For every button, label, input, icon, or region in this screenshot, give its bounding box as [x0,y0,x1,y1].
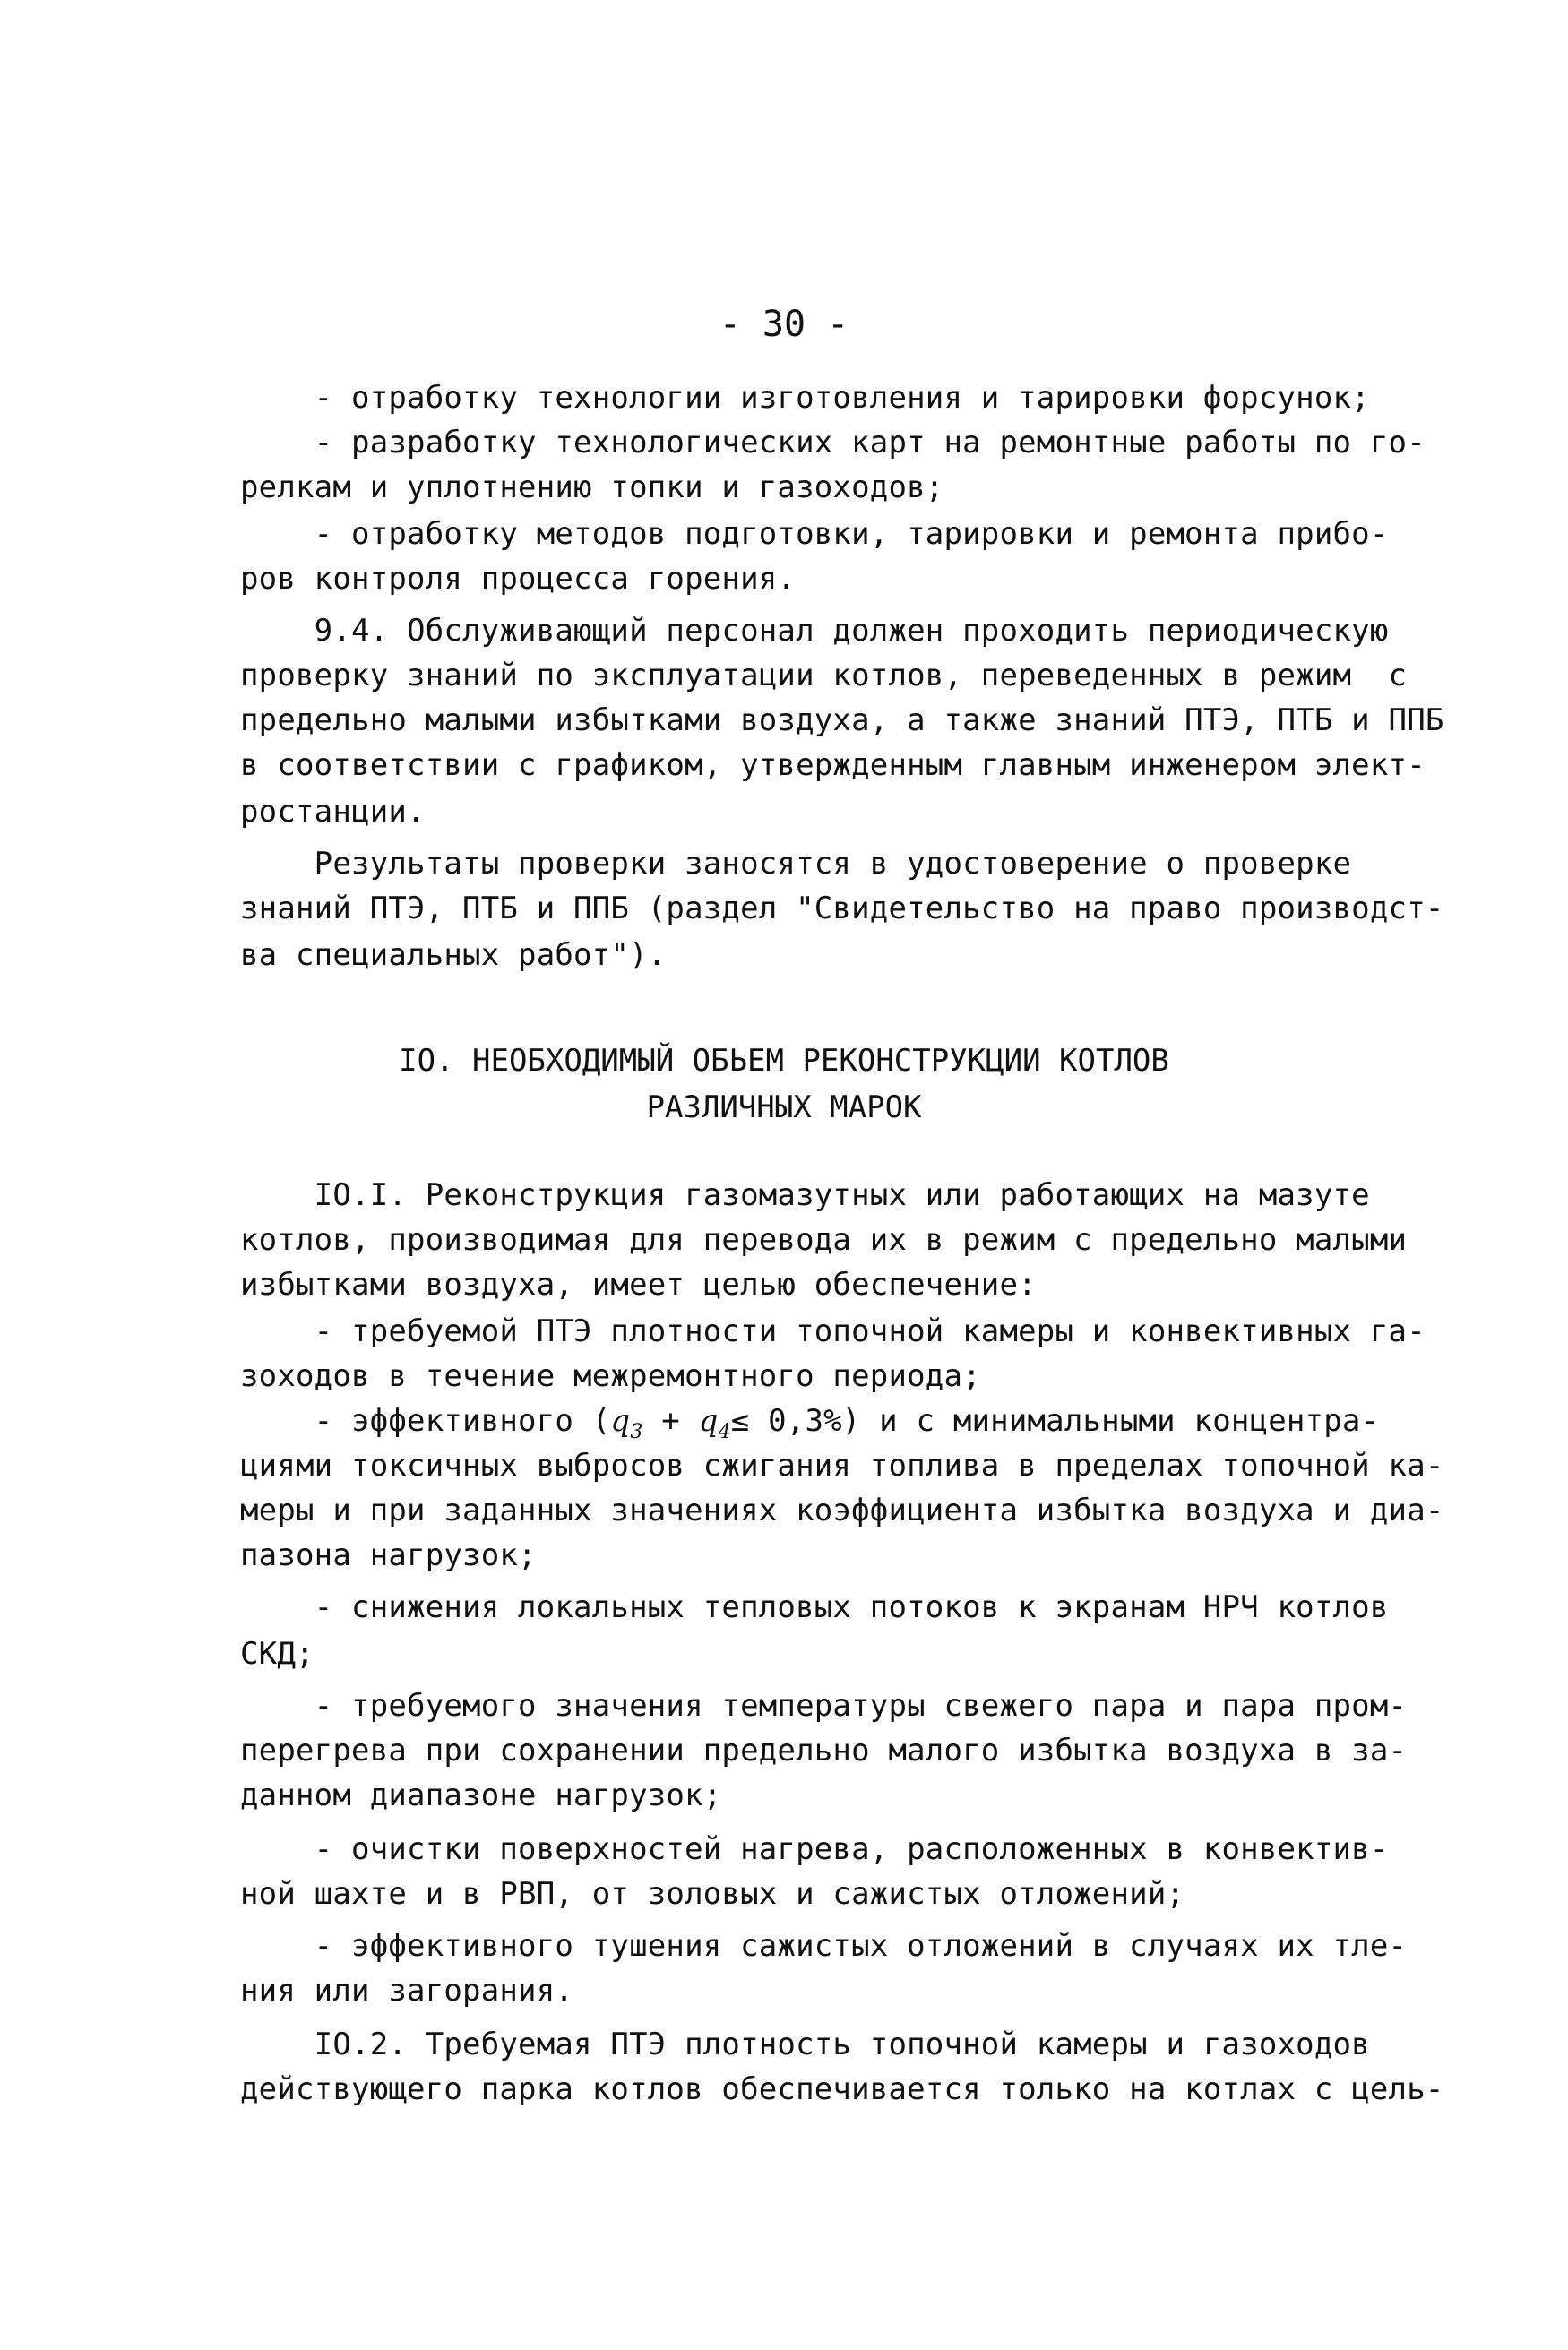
section-heading-line-1: IO. НЕОБХОДИМЫЙ ОБЬЕМ РЕКОНСТРУКЦИИ КОТЛОВ [399,1043,1169,1079]
text-line: - эффективного тушения сажистых отложений в случаях их тле- [240,1928,1408,1964]
text-line: ния или загорания. [240,1973,574,2009]
formula-q3-subscript: 3 [630,1420,643,1443]
text-line: проверку знаний по эксплуатации котлов, переведенных в режим с [240,658,1408,693]
text-line: - требуемого значения температуры свежего пара и пара пром- [240,1688,1408,1724]
text-line: - требуемой ПТЭ плотности топочной камеры и конвективных га- [240,1313,1426,1349]
text-line: в соответствии с графиком, утвержденным главным инженером элект- [240,747,1426,783]
text-line: IO.I. Реконструкция газомазутных или работающих на мазуте [240,1177,1370,1213]
text-line: 9.4. Обслуживающий персонал должен проходить периодическую [240,613,1389,649]
text-line: ростанции. [240,794,426,830]
formula-q4-symbol: q [698,1403,719,1439]
formula-relation: ≤ 0,3% [730,1403,842,1439]
text-line: циями токсичных выбросов сжигания топлива в пределах топочной ка- [240,1448,1444,1484]
text-line: - очистки поверхностей нагрева, расположенных в конвектив- [240,1831,1389,1867]
formula-q4-subscript: 4 [718,1420,731,1443]
formula-q3 [610,1403,643,1443]
text-line: действующего парка котлов обеспечивается только на котлах с цель- [240,2071,1444,2107]
text-line: - разработку технологических карт на ремонтные работы по го- [240,425,1426,461]
formula-q4 [698,1403,731,1443]
formula-plus: + [642,1403,699,1439]
section-heading-line-2: РАЗЛИЧНЫХ МАРОК [646,1089,922,1125]
formula-q3-symbol: q [610,1403,631,1439]
text-line: IO.2. Требуемая ПТЭ плотность топочной камеры и газоходов [240,2027,1370,2062]
formula-suffix: ) и с минимальными концентра- [841,1403,1380,1439]
page-number: - 30 - [719,304,849,345]
formula-prefix: - эффективного ( [240,1403,611,1439]
text-line: перегрева при сохранении предельно малого избытка воздуха в за- [240,1733,1408,1769]
text-line: ров контроля процесса горения. [240,561,797,597]
text-line: Результаты проверки заносятся в удостоверение о проверке [240,846,1352,882]
text-line: релкам и уплотнению топки и газоходов; [240,469,944,505]
text-line: зоходов в течение межремонтного периода; [240,1358,981,1394]
text-line: котлов, производимая для перевода их в режим с предельно малыми [240,1222,1408,1258]
text-line: - снижения локальных тепловых потоков к экранам НРЧ котлов [240,1589,1389,1625]
text-line: ва специальных работ"). [240,937,667,973]
text-line: данном диапазоне нагрузок; [240,1778,722,1813]
text-line: избытками воздуха, имеет целью обеспечение: [240,1267,1037,1303]
text-line: знаний ПТЭ, ПТБ и ППБ (раздел "Свидетельство на право производст- [240,891,1444,926]
text-line: - отработку методов подготовки, тарировки и ремонта прибо- [240,516,1389,552]
text-line: предельно малыми избытками воздуха, а также знаний ПТЭ, ПТБ и ППБ [240,702,1444,738]
text-line: ной шахте и в РВП, от золовых и сажистых отложений; [240,1876,1185,1912]
text-line: - отработку технологии изготовления и тарировки форсунок; [240,380,1370,416]
text-line: пазона нагрузок; [240,1537,537,1573]
text-line: СКД; [240,1636,314,1672]
text-line: меры и при заданных значениях коэффициента избытка воздуха и диа- [240,1493,1444,1528]
